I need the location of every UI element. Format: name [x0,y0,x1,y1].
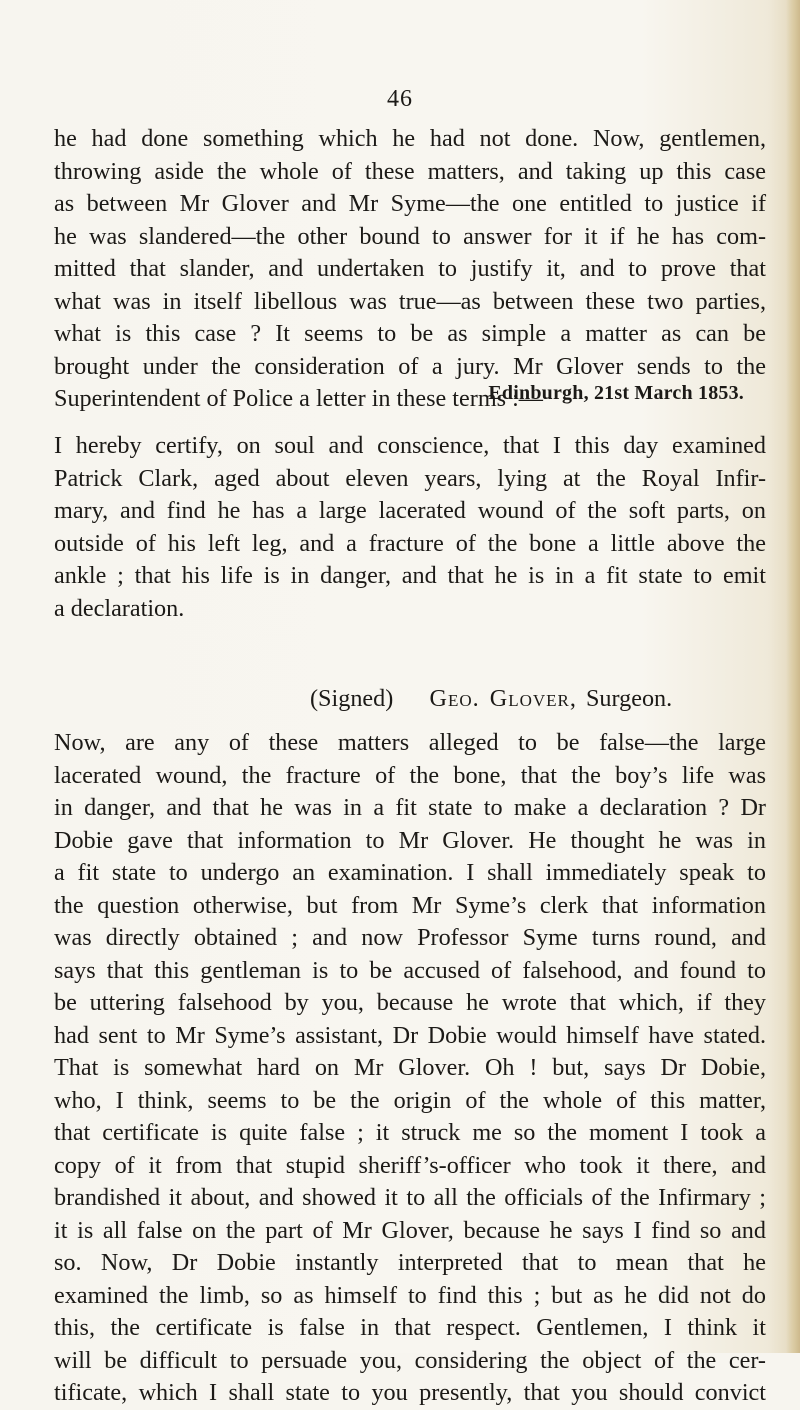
text-line: Dobie gave that information to Mr Glover. He thought he was in [54,826,766,854]
text-line: a fit state to undergo an examination. I shall immediately speak to [54,859,766,886]
text-line: I hereby certify, on soul and conscience, that I this day examined [54,432,766,459]
text-line: what was in itself libellous was true—as between these two parties, [54,287,766,315]
paragraph-1 [54,123,766,416]
text-line: Superintendent of Police a letter in these terms :— [54,385,543,412]
text-line: this, the certificate is false in that respect. Gentlemen, I think it [54,1314,766,1341]
signatory-name: Geo. Glover, [429,685,577,712]
text-line: copy of it from that stupid sheriff’s-officer who took it there, and [54,1151,766,1179]
page-edge [786,0,800,1353]
text-line: mary, and find he has a large lacerated wound of the soft parts, on [54,497,766,524]
page-number: 46 [387,86,413,112]
certificate-text [54,430,766,625]
text-line: in danger, and that he was in a fit state to make a declaration ? Dr [54,794,766,821]
text-line: what is this case ? It seems to be as simple a matter as can be [54,320,766,347]
text-line: he had done something which he had not done. Now, gentlemen, [54,125,766,152]
text-line: throwing aside the whole of these matters, and taking up this case [54,157,766,185]
paragraph-2 [54,727,766,1410]
text-line: Now, are any of these matters alleged to be false—the large [54,729,766,756]
text-line: mitted that slander, and undertaken to justify it, and to prove that [54,255,766,282]
text-line: be uttering falsehood by you, because he wrote that which, if they [54,989,766,1016]
text-line: that certificate is quite false ; it struck me so the moment I took a [54,1119,766,1146]
text-line: as between Mr Glover and Mr Syme—the one entitled to justice if [54,190,766,217]
signed-prefix: (Signed) [310,685,394,712]
text-line: was directly obtained ; and now Professor Syme turns round, and [54,924,766,951]
text-line: That is somewhat hard on Mr Glover. Oh ! but, says Dr Dobie, [54,1054,766,1081]
text-line: who, I think, seems to be the origin of the whole of this matter, [54,1086,766,1114]
text-line: had sent to Mr Syme’s assistant, Dr Dobie would himself have stated. [54,1021,766,1049]
text-line: says that this gentleman is to be accused of falsehood, and found to [54,956,766,984]
text-line: outside of his left leg, and a fracture of the bone a little above the [54,529,766,557]
text-line: so. Now, Dr Dobie instantly interpreted that to mean that he [54,1249,766,1276]
text-line: lacerated wound, the fracture of the bone, that the boy’s life was [54,761,766,789]
text-line: tificate, which I shall state to you presently, that you should convict [54,1379,766,1406]
signatory-title: Surgeon. [585,685,673,712]
text-line: he was slandered—the other bound to answer for it if he has com- [54,222,766,250]
text-line: will be difficult to persuade you, considering the object of the cer- [54,1346,766,1374]
text-line: Patrick Clark, aged about eleven years, lying at the Royal Infir- [54,464,766,492]
certificate-dateline: Edinburgh, 21st March 1853. [488,382,744,404]
text-line: the question otherwise, but from Mr Syme’s clerk that information [54,891,766,919]
text-line: brought under the consideration of a jury. Mr Glover sends to the [54,352,766,380]
text-line: ankle ; that his life is in danger, and that he is in a fit state to emit [54,562,766,589]
text-line: examined the limb, so as himself to find this ; but as he did not do [54,1281,766,1309]
text-line: brandished it about, and showed it to all the officials of the Infirmary ; [54,1184,766,1211]
certificate-signature [310,685,672,713]
text-line: a declaration. [54,594,185,622]
text-line: it is all false on the part of Mr Glover, because he says I find so and [54,1216,766,1244]
